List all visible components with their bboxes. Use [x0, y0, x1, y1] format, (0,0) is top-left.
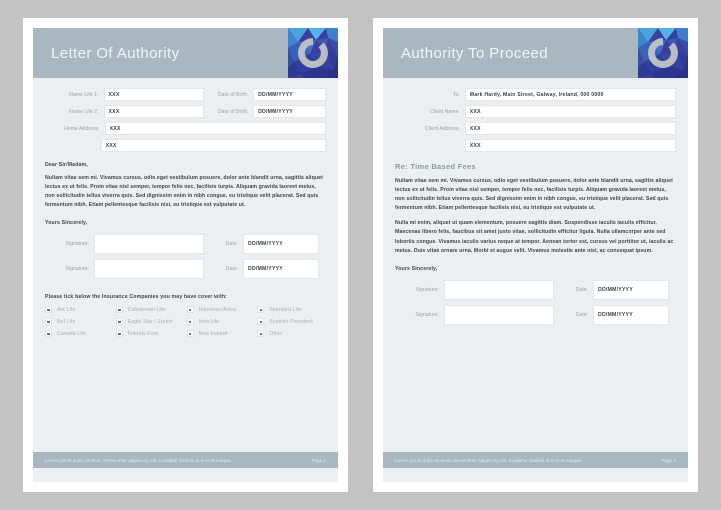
insurance-checkbox-item[interactable]	[257, 306, 326, 313]
checkbox-icon[interactable]	[257, 318, 264, 325]
signature-row-2	[45, 259, 326, 279]
signature-date-input-2[interactable]: DD/MM/YYYY	[243, 259, 319, 279]
insurance-company-label: Caledonian Life	[127, 306, 166, 313]
field-label-name-life-2: Name Life 2:	[69, 108, 99, 115]
footer-disclaimer-text: Lorem ipsum dolor sit amet, consectetur adipiscing elit. Curabitur facilisis at eros et congue.	[395, 457, 583, 463]
field-input-client-name[interactable]: XXX	[465, 105, 676, 118]
insurance-checkbox-item[interactable]	[45, 330, 114, 337]
checkbox-icon[interactable]	[45, 330, 52, 337]
form-row-client-address-2	[395, 139, 676, 152]
insurance-checkbox-item[interactable]	[257, 330, 326, 337]
checkbox-icon[interactable]	[257, 330, 264, 337]
footer-disclaimer-text: Lorem ipsum dolor sit amet, consectetur adipiscing elit. Curabitur facilisis at eros et congue.	[45, 457, 233, 463]
signoff-text: Yours Sincerely,	[45, 220, 88, 227]
insurance-company-label: Irish Life	[198, 318, 220, 325]
checkbox-icon[interactable]	[45, 306, 52, 313]
signature-row-1	[45, 234, 326, 254]
field-label-name-life-1: Name Life 1:	[69, 91, 99, 98]
field-label-to: To:	[452, 91, 460, 98]
insurance-company-label: Standard Life	[269, 306, 302, 313]
insurance-company-label: BoI Life	[57, 318, 76, 325]
insurance-company-label: Canada Life	[57, 330, 87, 337]
signature-label-1: Signature:	[65, 241, 89, 248]
insurance-companies-section	[33, 284, 338, 337]
document-footer-left	[33, 452, 338, 468]
client-details-form	[383, 78, 688, 152]
insurance-company-label: Scottish Provident	[269, 318, 313, 325]
company-c-logo-icon	[288, 28, 338, 78]
body-paragraph-1: Nullam vitae sem mi. Vivamus cursus, odio eget vestibulum posuere, dolor ante blandit urna, sagittis aliquet lectus ex ut felis. Proin vitae nisl semper, tempor felis nec, facilisis turpis. Aliquam gravida laoreet metus, non sollicitudin tellus viverra quis. Sed dignissim enim in nibh congue, eu tristique velit placerat. Sed quis fermentum nibh. Etiam pellentesque facilisis nisi, eu tristique est vulputate ut.	[395, 178, 673, 212]
signature-date-label-1: Date:	[225, 241, 238, 248]
checkbox-icon[interactable]	[116, 330, 123, 337]
salutation-text: Dear Sir/Madam,	[45, 162, 88, 168]
checkbox-icon[interactable]	[187, 318, 194, 325]
signature-date-input-1[interactable]: DD/MM/YYYY	[243, 234, 319, 254]
field-label-date-of-birth-1: Date of Birth:	[217, 91, 249, 98]
page-content-area	[33, 28, 338, 482]
body-paragraph-1: Nullam vitae sem mi. Vivamus cursus, odio eget vestibulum posuere, dolor ante blandit urna, sagittis aliquet lectus ex ut felis. Proin vitae nisl semper, tempor felis nec, facilisis turpis. Aliquam gravida laoreet metus, non sollicitudin tellus viverra quis. Sed dignissim enim in nibh congue, eu tristique velit placerat. Sed quis fermentum nibh. Etiam pellentesque facilisis nisi, eu tristique est vulputate ut.	[45, 175, 323, 209]
field-label-client-address: Client Address:	[424, 125, 460, 132]
subject-heading: Re: Time Based Fees	[395, 162, 477, 171]
signature-date-label-1: Date:	[575, 286, 588, 293]
insurance-checkbox-item[interactable]	[45, 306, 114, 313]
company-c-logo-icon	[638, 28, 688, 78]
insurance-company-label: Hibernian/Aviva	[198, 306, 237, 313]
insurance-company-label: Eagle Star / Zurich	[127, 318, 173, 325]
signature-input-2[interactable]	[444, 305, 554, 325]
field-input-home-address-line2[interactable]: XXX	[101, 139, 326, 152]
insurance-checkbox-item[interactable]	[116, 330, 185, 337]
form-row-name-life-1	[45, 88, 326, 101]
signature-date-input-2[interactable]: DD/MM/YYYY	[593, 305, 669, 325]
signature-section	[33, 226, 338, 279]
client-details-form	[33, 78, 338, 152]
insurance-company-label: Friends First	[127, 330, 158, 337]
signature-input-1[interactable]	[94, 234, 204, 254]
document-page-authority-to-proceed[interactable]	[373, 18, 698, 492]
footer-page-number: Page 1	[311, 457, 326, 463]
footer-page-number: Page 1	[661, 457, 676, 463]
form-row-home-address-2	[45, 139, 326, 152]
insurance-checkbox-item[interactable]	[257, 318, 326, 325]
form-row-home-address-1	[45, 122, 326, 135]
field-input-to[interactable]: Mark Hardy, Main Street, Galway, Ireland, 000 0000	[465, 88, 676, 101]
field-input-name-life-1[interactable]: XXX	[104, 88, 205, 101]
checkbox-icon[interactable]	[187, 306, 194, 313]
signature-date-input-1[interactable]: DD/MM/YYYY	[593, 280, 669, 300]
checkbox-icon[interactable]	[116, 318, 123, 325]
field-input-client-address-line1[interactable]: XXX	[465, 122, 676, 135]
insurance-checkbox-grid	[45, 306, 326, 337]
insurance-checkbox-item[interactable]	[187, 318, 256, 325]
signature-label-1: Signature:	[415, 286, 439, 293]
field-label-client-name: Client Name:	[429, 108, 460, 115]
signature-section	[383, 272, 688, 325]
form-row-client-address-1	[395, 122, 676, 135]
signature-label-2: Signature:	[415, 311, 439, 318]
document-page-letter-of-authority[interactable]	[23, 18, 348, 492]
form-row-client-name	[395, 105, 676, 118]
field-input-date-of-birth-2[interactable]: DD/MM/YYYY	[253, 105, 326, 118]
insurance-checkbox-item[interactable]	[116, 318, 185, 325]
insurance-checkbox-item[interactable]	[187, 330, 256, 337]
field-label-home-address: Home Address:	[64, 125, 100, 132]
page-title: Authority To Proceed	[401, 44, 548, 62]
signature-input-1[interactable]	[444, 280, 554, 300]
letter-body	[33, 156, 338, 226]
insurance-company-label: Ark Life	[57, 306, 76, 313]
checkbox-icon[interactable]	[187, 330, 194, 337]
checkbox-icon[interactable]	[45, 318, 52, 325]
insurance-company-label: Other	[269, 330, 283, 337]
field-label-spacer	[45, 139, 101, 152]
field-input-date-of-birth-1[interactable]: DD/MM/YYYY	[253, 88, 326, 101]
field-label-date-of-birth-2: Date of Birth:	[217, 108, 249, 115]
signature-label-2: Signature:	[65, 266, 89, 273]
signature-date-label-2: Date:	[575, 311, 588, 318]
document-header-bar	[383, 28, 688, 78]
insurance-company-label: New Ireland	[198, 330, 228, 337]
form-row-name-life-2	[45, 105, 326, 118]
page-content-area	[383, 28, 688, 482]
letter-body	[383, 156, 688, 272]
form-row-to	[395, 88, 676, 101]
signature-date-label-2: Date:	[225, 266, 238, 273]
insurance-checkbox-item[interactable]	[116, 306, 185, 313]
checkbox-icon[interactable]	[257, 306, 264, 313]
field-input-home-address-line1[interactable]: XXX	[105, 122, 326, 135]
page-title: Letter Of Authority	[51, 44, 180, 62]
insurance-section-title: Please tick below the Insurance Companies you may have cover with:	[45, 294, 228, 301]
body-paragraph-2: Nulla mi enim, aliquet ut quam elementum, posuere sagittis diam. Suspendisse iaculis iaculis efficitur. Maecenas libero felis, faucibus sit amet justo vitae, sollicitudin efficitur ligula. Nulla ullamcorper ante sed lobortis congue. Vivamus iaculis varius neque at tempor. Aenean tortor est, cursus vel porttitor ut, iaculis ac metus. Duis vitae ornare urna. Morbi et augue velit. Vivamus molestie ante nisi, ac consequat ipsum.	[395, 220, 674, 254]
signature-row-2	[395, 305, 676, 325]
field-input-client-address-line2[interactable]: XXX	[465, 139, 676, 152]
signoff-text: Yours Sincerely,	[395, 265, 438, 272]
insurance-checkbox-item[interactable]	[187, 306, 256, 313]
document-footer-right	[383, 452, 688, 468]
insurance-checkbox-item[interactable]	[45, 318, 114, 325]
checkbox-icon[interactable]	[116, 306, 123, 313]
signature-row-1	[395, 280, 676, 300]
field-input-name-life-2[interactable]: XXX	[104, 105, 205, 118]
signature-input-2[interactable]	[94, 259, 204, 279]
document-header-bar	[33, 28, 338, 78]
